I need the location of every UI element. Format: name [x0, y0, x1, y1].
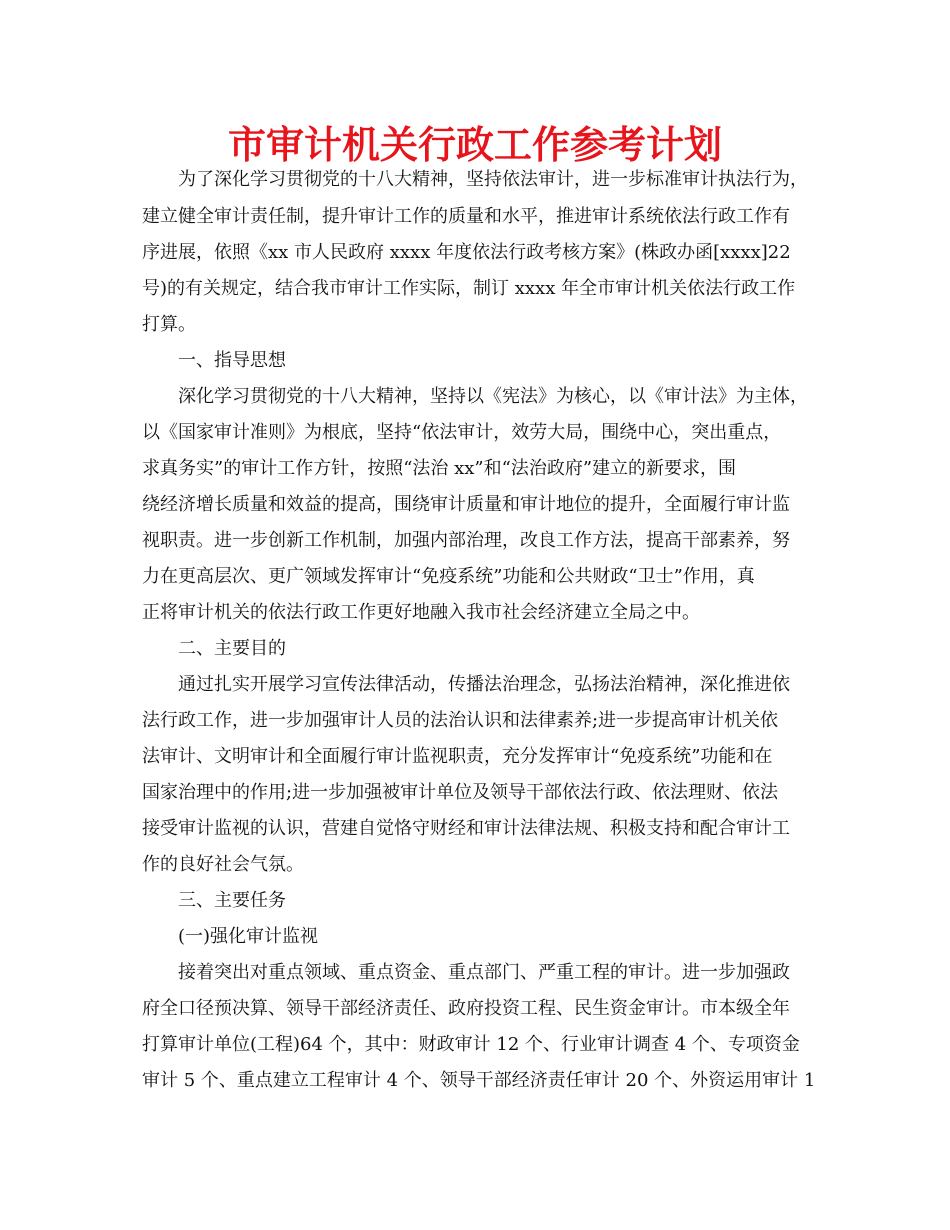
body-line: 号)的有关规定，结合我市审计工作实际，制订 xxxx 年全市审计机关依法行政工作 [142, 278, 796, 299]
subsection-heading: (一)强化审计监视 [178, 926, 319, 947]
body-line: 视职责。进一步创新工作机制，加强内部治理，改良工作方法，提高干部素养，努 [142, 530, 790, 551]
body-line: 打算审计单位(工程)64 个，其中：财政审计 12 个、行业审计调查 4 个、专项资金 [142, 1034, 800, 1055]
body-line: 建立健全审计责任制，提升审计工作的质量和水平，推进审计系统依法行政工作有 [142, 206, 790, 227]
body-line: 序进展，依照《xx 市人民政府 xxxx 年度依法行政考核方案》(株政办函[xxxx]22 [142, 242, 791, 263]
section-heading: 二、主要目的 [178, 638, 286, 659]
section-heading: 三、主要任务 [178, 890, 286, 911]
body-line: 接着突出对重点领域、重点资金、重点部门、严重工程的审计。进一步加强政 [178, 962, 790, 983]
body-line: 国家治理中的作用;进一步加强被审计单位及领导干部依法行政、依法理财、依法 [142, 782, 779, 803]
section-heading: 一、指导思想 [178, 350, 286, 371]
body-line: 作的良好社会气氛。 [142, 854, 304, 875]
body-line: 力在更高层次、更广领域发挥审计“免疫系统”功能和公共财政“卫士”作用，真 [142, 566, 755, 587]
body-line: 审计 5 个、重点建立工程审计 4 个、领导干部经济责任审计 20 个、外资运用审计 1 [142, 1070, 816, 1091]
body-line: 以《国家审计准则》为根底，坚持“依法审计，效劳大局，围绕中心，突出重点， [142, 422, 782, 443]
body-line: 绕经济增长质量和效益的提高，围绕审计质量和审计地位的提升，全面履行审计监 [142, 494, 790, 515]
document-title: 市审计机关行政工作参考计划 [227, 123, 722, 167]
body-line: 通过扎实开展学习宣传法律活动，传播法治理念，弘扬法治精神，深化推进依 [178, 674, 790, 695]
body-line: 府全口径预决算、领导干部经济责任、政府投资工程、民生资金审计。市本级全年 [142, 998, 790, 1019]
body-line: 正将审计机关的依法行政工作更好地融入我市社会经济建立全局之中。 [142, 602, 700, 623]
body-line: 求真务实”的审计工作方针，按照“法治 xx”和“法治政府”建立的新要求，围 [142, 458, 737, 479]
body-line: 法审计、文明审计和全面履行审计监视职责，充分发挥审计“免疫系统”功能和在 [142, 746, 773, 767]
body-line: 法行政工作，进一步加强审计人员的法治认识和法律素养;进一步提高审计机关依 [142, 710, 779, 731]
body-line: 接受审计监视的认识，营建自觉恪守财经和审计法律法规、积极支持和配合审计工 [142, 818, 790, 839]
body-line: 为了深化学习贯彻党的十八大精神，坚持依法审计，进一步标准审计执法行为， [178, 169, 808, 190]
body-line: 深化学习贯彻党的十八大精神，坚持以《宪法》为核心，以《审计法》为主体， [178, 386, 808, 407]
body-line: 打算。 [142, 314, 196, 335]
